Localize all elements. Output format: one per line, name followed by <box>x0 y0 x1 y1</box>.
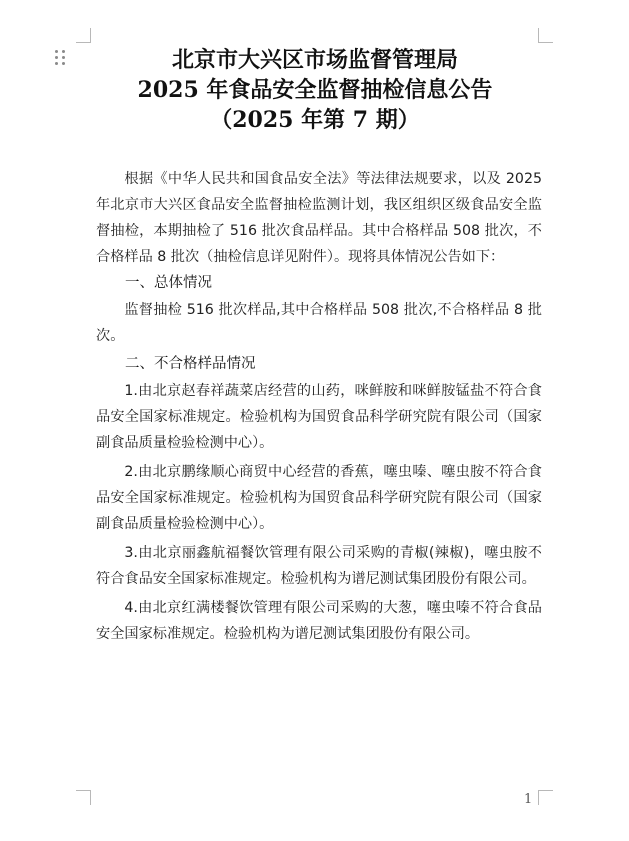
document-body <box>96 166 542 647</box>
title-line-1: 北京市大兴区市场监督管理局 <box>171 47 458 73</box>
list-item: 4.由北京红满楼餐饮管理有限公司采购的大葱，噻虫嗪不符合食品安全国家标准规定。检验机构为谱尼测试集团股份有限公司。 <box>96 600 542 642</box>
crop-mark-bottom-right <box>538 790 553 805</box>
title-line-3: （2025 年第 7 期） <box>210 107 420 133</box>
title-line-2: 2025 年食品安全监督抽检信息公告 <box>137 77 493 103</box>
drag-handle-icon[interactable] <box>55 50 67 66</box>
intro-paragraph: 根据《中华人民共和国食品安全法》等法律法规要求，以及 2025 年北京市大兴区食品安全监督抽检监测计划，我区组织区级食品安全监督抽检，本期抽检了 516 批次食品样品。其中合格样品 508 批次，不合格样品 8 批次（抽检信息详见附件）。现将具体情况公告如下： <box>96 171 542 265</box>
document-title <box>92 45 538 135</box>
list-item: 2.由北京鹏缘顺心商贸中心经营的香蕉，噻虫嗪、噻虫胺不符合食品安全国家标准规定。检验机构为国贸食品科学研究院有限公司（国家副食品质量检验检测中心）。 <box>96 464 542 532</box>
list-item: 3.由北京丽鑫航福餐饮管理有限公司采购的青椒(辣椒)，噻虫胺不符合食品安全国家标准规定。检验机构为谱尼测试集团股份有限公司。 <box>96 545 542 587</box>
page-number: 1 <box>524 792 533 807</box>
section-1-heading: 一、总体情况 <box>125 275 212 291</box>
crop-mark-bottom-left <box>76 790 91 805</box>
crop-mark-top-right <box>538 28 553 43</box>
list-item: 1.由北京赵春祥蔬菜店经营的山药，咪鲜胺和咪鲜胺锰盐不符合食品安全国家标准规定。检验机构为国贸食品科学研究院有限公司（国家副食品质量检验检测中心）。 <box>96 383 542 451</box>
crop-mark-top-left <box>76 28 91 43</box>
section-2-heading: 二、不合格样品情况 <box>125 356 256 372</box>
section-1-text: 监督抽检 516 批次样品,其中合格样品 508 批次,不合格样品 8 批次。 <box>96 302 542 344</box>
